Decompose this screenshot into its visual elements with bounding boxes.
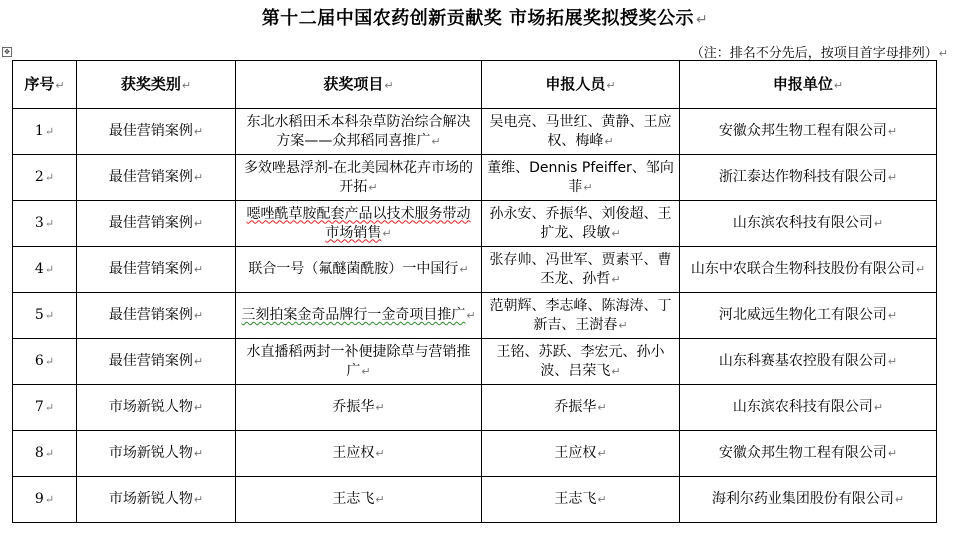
- row-project: [236, 201, 482, 247]
- table-header-row: [13, 61, 937, 109]
- cell-text: 6: [34, 353, 44, 369]
- cell-text: 4: [34, 261, 44, 277]
- cell-text: 王志飞: [332, 491, 375, 507]
- cell-text: 5: [34, 307, 44, 323]
- row-people: [482, 431, 680, 477]
- cell-text: 山东滨农科技有限公司: [732, 399, 873, 415]
- cell-text: 8: [34, 445, 44, 461]
- paragraph-mark-icon: ↵: [44, 217, 55, 230]
- row-people: [482, 293, 680, 339]
- row-project: [236, 385, 482, 431]
- cell-text: 浙江泰达作物科技有限公司: [718, 169, 887, 185]
- note-text: （注：排名不分先后，按项目首字母排列）: [690, 46, 938, 61]
- table-row: [13, 431, 937, 477]
- paragraph-mark-icon: ↵: [361, 364, 371, 378]
- cell-text: 山东中农联合生物科技股份有限公司: [690, 261, 915, 277]
- paragraph-mark-icon: ↵: [44, 447, 55, 460]
- paragraph-mark-icon: ↵: [44, 263, 55, 276]
- cell-text: 董维、Dennis Pfeiffer、邹向菲: [487, 159, 674, 195]
- row-unit: [680, 477, 937, 523]
- cell-text: 7: [34, 399, 44, 415]
- row-no: [13, 339, 77, 385]
- row-category: [77, 155, 236, 201]
- row-unit: [680, 247, 937, 293]
- row-no: [13, 201, 77, 247]
- cell-text: 申报人员: [545, 74, 606, 93]
- row-no: [13, 247, 77, 293]
- paragraph-mark-icon: ↵: [873, 217, 884, 230]
- paragraph-mark-icon: ↵: [181, 78, 192, 92]
- paragraph-mark-icon: ↵: [55, 78, 65, 92]
- document-title: [0, 4, 970, 30]
- row-people: [482, 201, 680, 247]
- paragraph-mark-icon: ↵: [887, 447, 898, 460]
- paragraph-mark-icon: ↵: [193, 309, 204, 322]
- row-no: [13, 477, 77, 523]
- paragraph-mark-icon: ↵: [44, 401, 55, 414]
- cell-text: 最佳营销案例: [108, 123, 193, 139]
- cell-text: 王志飞: [554, 491, 597, 507]
- paragraph-mark-icon: ↵: [597, 447, 607, 460]
- cell-text: 最佳营销案例: [108, 307, 193, 323]
- cell-text: 王铭、苏跃、李宏元、孙小波、吕荣飞: [496, 343, 665, 379]
- row-people: [482, 247, 680, 293]
- paragraph-mark-icon: ↵: [873, 401, 884, 414]
- paragraph-mark-icon: ↵: [44, 355, 55, 368]
- table-row: [13, 293, 937, 339]
- row-unit: [680, 109, 937, 155]
- cell-text: 最佳营销案例: [108, 215, 193, 231]
- row-unit: [680, 339, 937, 385]
- row-project: [236, 293, 482, 339]
- cell-text: 孙永安、乔振华、刘俊超、王扩龙、段敏: [489, 205, 672, 241]
- header-no: [13, 61, 77, 109]
- paragraph-mark-icon: ↵: [193, 401, 204, 414]
- header-people: [482, 61, 680, 109]
- paragraph-mark-icon: ↵: [606, 78, 616, 92]
- cell-text: 山东科赛基农控股有限公司: [718, 353, 887, 369]
- cell-text: 王应权: [332, 445, 375, 461]
- paragraph-mark-icon: ↵: [44, 171, 55, 184]
- paragraph-mark-icon: ↵: [915, 263, 926, 276]
- cell-text: 1: [34, 123, 44, 139]
- title-text: 第十二届中国农药创新贡献奖 市场拓展奖拟授奖公示: [261, 8, 695, 29]
- row-unit: [680, 431, 937, 477]
- paragraph-mark-icon: ↵: [938, 47, 948, 60]
- paragraph-mark-icon: ↵: [44, 309, 55, 322]
- cell-text: 乔振华: [554, 399, 597, 415]
- row-category: [77, 385, 236, 431]
- paragraph-mark-icon: ↵: [611, 364, 621, 378]
- cell-text: 市场新锐人物: [108, 399, 193, 415]
- row-project: [236, 247, 482, 293]
- paragraph-mark-icon: ↵: [375, 447, 385, 460]
- cell-text: 申报单位: [772, 74, 833, 93]
- row-people: [482, 109, 680, 155]
- paragraph-mark-icon: ↵: [193, 217, 204, 230]
- paragraph-mark-icon: ↵: [193, 493, 204, 506]
- row-category: [77, 109, 236, 155]
- cell-text: 市场新锐人物: [108, 445, 193, 461]
- row-project: [236, 431, 482, 477]
- row-category: [77, 293, 236, 339]
- cell-text: 安徽众邦生物工程有限公司: [718, 123, 887, 139]
- row-no: [13, 293, 77, 339]
- row-project: [236, 339, 482, 385]
- cell-text: 噁唑酰草胺配套产品以技术服务带动市场销售: [246, 205, 471, 241]
- row-category: [77, 431, 236, 477]
- cell-text: 最佳营销案例: [108, 261, 193, 277]
- paragraph-mark-icon: ↵: [193, 171, 204, 184]
- paragraph-mark-icon: ↵: [583, 180, 593, 194]
- cell-text: 9: [34, 491, 44, 507]
- table-row: [13, 155, 937, 201]
- cell-text: 3: [34, 215, 44, 231]
- row-project: [236, 155, 482, 201]
- table-row: [13, 385, 937, 431]
- cell-text: 2: [34, 169, 44, 185]
- cell-text: 水直播稻两封一补便捷除草与营销推广: [246, 343, 471, 379]
- header-category: [77, 61, 236, 109]
- paragraph-mark-icon: ↵: [193, 263, 204, 276]
- paragraph-mark-icon: ↵: [44, 493, 55, 506]
- row-no: [13, 155, 77, 201]
- paragraph-mark-icon: ↵: [887, 125, 898, 138]
- paragraph-mark-icon: ↵: [597, 401, 607, 414]
- cell-text: 获奖类别: [120, 74, 181, 93]
- paragraph-mark-icon: ↵: [604, 134, 614, 148]
- row-category: [77, 247, 236, 293]
- paragraph-mark-icon: ↵: [368, 180, 378, 194]
- row-category: [77, 477, 236, 523]
- cell-text: 市场新锐人物: [108, 491, 193, 507]
- row-project: [236, 109, 482, 155]
- cell-text: 最佳营销案例: [108, 353, 193, 369]
- table-row: [13, 477, 937, 523]
- paragraph-mark-icon: ↵: [611, 226, 621, 240]
- cell-text: 三刻拍案金奇品牌行一金奇项目推广: [241, 307, 466, 323]
- paragraph-mark-icon: ↵: [382, 226, 392, 240]
- paragraph-mark-icon: ↵: [887, 309, 898, 322]
- header-unit: [680, 61, 937, 109]
- paragraph-mark-icon: ↵: [833, 78, 844, 92]
- paragraph-mark-icon: ↵: [431, 134, 441, 148]
- cell-text: 张存帅、冯世军、贾素平、曹丕龙、孙哲: [489, 251, 672, 287]
- row-no: [13, 431, 77, 477]
- cell-text: 东北水稻田禾本科杂草防治综合解决方案——众邦稻同喜推广: [246, 113, 471, 149]
- table-row: [13, 339, 937, 385]
- table-row: [13, 201, 937, 247]
- cell-text: 最佳营销案例: [108, 169, 193, 185]
- header-project: [236, 61, 482, 109]
- paragraph-mark-icon: ↵: [193, 125, 204, 138]
- cell-text: 获奖项目: [323, 74, 384, 93]
- paragraph-mark-icon: ↵: [193, 355, 204, 368]
- table-row: [13, 109, 937, 155]
- cell-text: 序号: [24, 74, 55, 93]
- paragraph-mark-icon: ↵: [384, 78, 394, 92]
- row-no: [13, 109, 77, 155]
- paragraph-mark-icon: ↵: [887, 171, 898, 184]
- paragraph-mark-icon: ↵: [459, 263, 469, 276]
- cell-text: 王应权: [554, 445, 597, 461]
- cell-text: 海利尔药业集团股份有限公司: [711, 491, 894, 507]
- cell-text: 吴电亮、马世红、黄静、王应权、梅峰: [489, 113, 672, 149]
- paragraph-mark-icon: ↵: [466, 309, 476, 322]
- cell-text: 多效唑悬浮剂-在北美园林花卉市场的开拓: [243, 159, 474, 195]
- ranking-note: [691, 42, 948, 61]
- cell-text: 山东滨农科技有限公司: [732, 215, 873, 231]
- paragraph-mark-icon: ↵: [193, 447, 204, 460]
- row-no: [13, 385, 77, 431]
- row-category: [77, 339, 236, 385]
- table-move-handle-icon[interactable]: ✥: [2, 47, 12, 57]
- paragraph-mark-icon: ↵: [887, 355, 898, 368]
- row-people: [482, 339, 680, 385]
- row-unit: [680, 155, 937, 201]
- paragraph-mark-icon: ↵: [44, 125, 55, 138]
- paragraph-mark-icon: ↵: [375, 493, 385, 506]
- paragraph-mark-icon: ↵: [618, 318, 628, 332]
- row-people: [482, 385, 680, 431]
- paragraph-mark-icon: ↵: [375, 401, 385, 414]
- cell-text: 安徽众邦生物工程有限公司: [718, 445, 887, 461]
- paragraph-mark-icon: ↵: [611, 272, 621, 286]
- row-people: [482, 477, 680, 523]
- cell-text: 河北威远生物化工有限公司: [718, 307, 887, 323]
- table-row: [13, 247, 937, 293]
- award-table: [12, 60, 937, 523]
- paragraph-mark-icon: ↵: [894, 493, 905, 506]
- row-unit: [680, 201, 937, 247]
- row-unit: [680, 385, 937, 431]
- row-unit: [680, 293, 937, 339]
- cell-text: 范朝辉、李志峰、陈海涛、丁新吉、王澍春: [489, 297, 672, 333]
- paragraph-mark-icon: ↵: [696, 12, 709, 28]
- row-project: [236, 477, 482, 523]
- row-category: [77, 201, 236, 247]
- cell-text: 联合一号（氟醚菌酰胺）一中国行: [248, 261, 459, 277]
- row-people: [482, 155, 680, 201]
- paragraph-mark-icon: ↵: [597, 493, 607, 506]
- cell-text: 乔振华: [332, 399, 375, 415]
